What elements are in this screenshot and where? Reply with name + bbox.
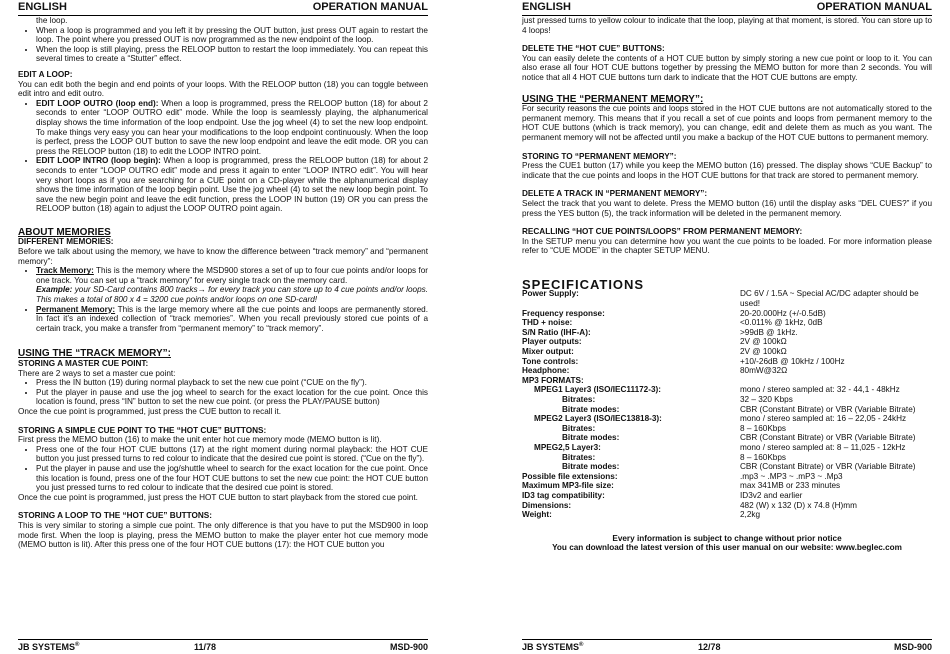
page-footer: [18, 639, 428, 654]
spec-row: [522, 385, 932, 395]
list-item: • When a loop is programmed and you left it by pressing the OUT button, just press OUT again to restart the loop. The point where you pressed OUT is now programmed as the new endpoint of the loop.: [36, 26, 428, 45]
spec-value: >99dB @ 1kHz.: [740, 327, 798, 337]
spec-label: Tone controls:: [522, 356, 579, 366]
list-item: • Press one of the four HOT CUE buttons (17) at the right moment during normal playback: the HOT CUE button you just pressed turns to red colour to indicate that the desired cue point is stored. (“Cue on the fly”).: [36, 445, 428, 464]
hotcue-after: Once the cue point is programmed, just press the HOT CUE button to start playback from the stored cue point.: [18, 492, 418, 502]
spec-row: [522, 318, 932, 328]
spec-row: [522, 462, 932, 472]
master-text: There are 2 ways to set a master cue point:: [18, 368, 176, 378]
edit-loop-list: [18, 99, 428, 214]
list-item-text: When the loop is still playing, press the RELOOP button to restart the loop immediately. You can repeat this several times to create a “Stutter” effect.: [36, 44, 428, 64]
list-item: • Press the IN button (19) during normal playback to set the new cue point (“CUE on the fly”).: [36, 378, 428, 388]
list-item: [36, 266, 428, 304]
spec-row: [522, 424, 932, 434]
spec-value: 80mW@32Ω: [740, 366, 788, 376]
item-text: When a loop is programmed, press the RELOOP button (18) for about 2 seconds to enter “LOOP OUTRO edit” mode. While the loop is seamlessly playing, the alphanumerical display shows the time information of the loop endpoint. Use the jog wheel (4) to set the new loop endpoint. To make things very easy you can hear your modifications to the loop endpoint continuously. When the loop is perfect, press the LOOP OUT button to save the new loop endpoint and leave the edit mode. OR you can press the RELOOP button (18) to edit the LOOP INTRO point.: [36, 98, 428, 156]
example-text: your SD-Card contains 800 tracks→ for every track you can store up to 4 cue points and/or loops. This makes a total of 800 x 4 = 3200 cue points and/or loops on one SD-card!: [36, 285, 428, 305]
spec-value: [740, 376, 932, 386]
spec-label: Power Supply:: [522, 289, 579, 299]
footer-brand-text: JB SYSTEMS: [18, 642, 76, 652]
spec-value: 2V @ 100kΩ: [740, 347, 787, 357]
registered-mark: ®: [579, 642, 584, 648]
spec-row: [522, 366, 932, 376]
subsection-title: DIFFERENT MEMORIES:: [18, 237, 114, 247]
spec-label: ID3 tag compatibility:: [522, 490, 605, 500]
master-list: [18, 378, 428, 407]
disclaimer-note: Every information is subject to change without prior notice: [612, 533, 842, 543]
memory-types-list: [18, 266, 428, 333]
spec-row: [522, 414, 932, 424]
header-language: ENGLISH: [522, 1, 571, 13]
header-title: OPERATION MANUAL: [816, 1, 932, 13]
download-note: You can download the latest version of this user manual on our website: www.beglec.com: [552, 543, 902, 553]
edit-loop-text: You can edit both the begin and end points of your loops. With the RELOOP button (18) you can toggle between edit intro and edit outro.: [18, 79, 428, 99]
footer-brand: [522, 642, 583, 652]
spec-value: max 341MB or 233 minutes: [740, 481, 841, 491]
permanent-text: For security reasons the cue points and loops stored in the HOT CUE buttons are not automatically stored to the permanent memory. This means that if you recall a set of cue points and loops from permanent memory to the HOT CUE buttons (which is track memory), you can change, edit and delete them as much as you want. The permanent memory will not be affected until you make a backup of the HOT CUE buttons to permanent memory.: [522, 104, 932, 142]
spec-value: 2V @ 100kΩ: [740, 337, 787, 347]
right-page: [522, 0, 932, 654]
spec-value: <0.011% @ 1kHz, 0dB: [740, 318, 823, 328]
left-page-body: [18, 16, 428, 550]
spec-value: CBR (Constant Bitrate) or VBR (Variable Bitrate): [740, 404, 916, 414]
list-item: [36, 99, 428, 157]
intro-list: [18, 26, 428, 64]
spec-row: [522, 405, 932, 415]
about-text: Before we talk about using the memory, we have to know the difference between “track memory” and “permanent memory”:: [18, 247, 428, 266]
page-footer: [522, 639, 932, 654]
store-text: Press the CUE1 button (17) while you keep the MEMO button (16) pressed. The display shows “CUE Backup” to indicate that the cue points and loops in the HOT CUE buttons for that track are stored to permanent memory.: [522, 161, 932, 180]
page-header: [522, 1, 932, 16]
spec-label: Bitrate modes:: [562, 433, 620, 443]
subsection-title: RECALLING “HOT CUE POINTS/LOOPS” FROM PERMANENT MEMORY:: [522, 227, 803, 237]
section-title-using-track: USING THE “TRACK MEMORY”:: [18, 348, 171, 360]
spec-row: [522, 376, 932, 386]
item-label: Track Memory:: [36, 266, 94, 276]
spec-label: Maximum MP3-file size:: [522, 481, 614, 491]
spec-row: [522, 491, 932, 501]
item-label: Permanent Memory:: [36, 304, 116, 314]
list-item: [36, 305, 428, 334]
spec-value: .mp3 ~ .MP3 ~ .mP3 ~ .Mp3: [740, 471, 843, 481]
page-number: 12/78: [698, 642, 721, 652]
spec-row: [522, 395, 932, 405]
section-title-permanent: USING THE “PERMANENT MEMORY”:: [522, 93, 704, 105]
list-item: • Put the player in pause and use the jog wheel to search for the exact location for the cue point. Once this location is found, press “IN” button to set the new cue point. (or press the PLAY/PAUSE button): [36, 388, 428, 407]
spec-value: 32 – 320 Kbps: [740, 395, 793, 404]
spec-value: CBR (Constant Bitrate) or VBR (Variable Bitrate): [740, 462, 916, 472]
spec-row: [522, 357, 932, 367]
spec-label: Possible file extensions:: [522, 471, 618, 481]
intro-tail: the loop.: [36, 16, 68, 25]
list-item: • Put the player in pause and use the jog/shuttle wheel to search for the exact location for the cue point. Once this location is found, press one of the four HOT CUE buttons to set the new cue point: the HOT CUE button you just pressed turns to red colour to indicate that the desired cue point is stored.: [36, 464, 428, 493]
right-page-body: [522, 16, 932, 553]
item-text: This is the memory where the MSD900 stores a set of up to four cue points and/or loops for one track. You can set up a “track memory” for every single track on the memory card.: [36, 266, 428, 285]
item-label: EDIT LOOP INTRO (loop begin):: [36, 156, 161, 166]
hotcue-list: [18, 445, 428, 493]
subsection-title: STORING TO “PERMANENT MEMORY”:: [522, 151, 677, 161]
spec-value: mono / stereo sampled at: 8 – 11,025 - 12kHz: [740, 442, 906, 452]
header-title: OPERATION MANUAL: [312, 1, 428, 13]
specifications-table: [522, 289, 932, 519]
spec-value: mono / stereo sampled at: 32 - 44,1 - 48kHz: [740, 385, 900, 395]
specifications-title: SPECIFICATIONS: [522, 276, 645, 292]
loop-text: This is very similar to storing a simple cue point. The only difference is that you have to put the MSD900 in loop mode first. When the loop is playing, press the MEMO button to make the player enter hot cue memory mode (MEMO button is lit). After this press one of the four HOT CUE buttons (17): the HOT CUE button you: [18, 520, 428, 550]
page-header: [18, 1, 428, 16]
item-label: EDIT LOOP OUTRO (loop end):: [36, 98, 159, 108]
spec-label: Weight:: [522, 510, 552, 520]
footer-model: MSD-900: [389, 642, 428, 652]
spec-row: [522, 510, 932, 520]
spec-label: Bitrates:: [562, 423, 596, 433]
left-page: [18, 0, 428, 654]
example-label: Example:: [36, 285, 73, 295]
footer-brand: [18, 642, 79, 652]
spec-row: [522, 481, 932, 491]
delete-track-text: Select the track that you want to delete. Press the MEMO button (16) until the display asks “DEL CUES?” if you press the YES button (5), the track information will be deleted in the permanent memory.: [522, 198, 932, 218]
spec-label: Bitrate modes:: [562, 462, 620, 472]
subsection-title: DELETE A TRACK IN “PERMANENT MEMORY”:: [522, 189, 708, 199]
spec-label: Bitrates:: [562, 395, 596, 404]
delete-text: You can easily delete the contents of a HOT CUE button by simply storing a new cue point or loop to it. You can also erase all four HOT CUE buttons together by pressing the MEMO button for more than 2 seconds. You will notice that all 4 HOT CUE buttons turn dark to indicate that the HOT CUE buttons are empty.: [522, 53, 932, 82]
spec-value: mono / stereo sampled at: 16 – 22,05 - 24kHz: [740, 414, 907, 424]
spec-value: DC 6V / 1.5A ~ Special AC/DC adapter should be used!: [740, 289, 919, 309]
spec-value: CBR (Constant Bitrate) or VBR (Variable Bitrate): [740, 433, 916, 443]
spec-row: [522, 433, 932, 443]
list-item: [36, 45, 428, 64]
item-text: This is the large memory where all the cue points and loops are permanently stored. In fact it’s an indexed collection of “track memories”. When you recall previously stored cue points of a certain track, you make a transfer from “permanent memory” to “track memory”.: [36, 304, 428, 333]
spec-value: 482 (W) x 132 (D) x 74.8 (H)mm: [740, 500, 857, 510]
spec-label: Bitrates:: [562, 452, 596, 462]
spec-value: +10/-26dB @ 10kHz / 100Hz: [740, 356, 845, 366]
subsection-title: STORING A MASTER CUE POINT:: [18, 359, 149, 368]
spec-label: Headphone:: [522, 366, 570, 376]
spec-label: MP3 FORMATS:: [522, 375, 584, 385]
spec-label: MPEG1 Layer3 (ISO/IEC11172-3):: [534, 385, 661, 395]
spec-row: [522, 289, 932, 308]
spec-label: Mixer output:: [522, 347, 574, 357]
footer-brand-text: JB SYSTEMS: [522, 642, 580, 652]
spec-value: 2,2kg: [740, 510, 761, 520]
recall-text: In the SETUP menu you can determine how you want the cue points to be loaded. For more information please refer to “CUE MODE” in the chapter SETUP MENU.: [522, 236, 932, 256]
section-title-about: ABOUT MEMORIES: [18, 226, 111, 238]
spec-row: [522, 443, 932, 453]
list-item: [36, 156, 428, 214]
spec-label: Bitrate modes:: [562, 404, 620, 414]
spec-row: [522, 347, 932, 357]
spec-label: S/N Ratio (IHF-A):: [522, 327, 591, 337]
spec-value: 8 – 160Kbps: [740, 423, 786, 433]
spec-value: 20-20.000Hz (+/-0.5dB): [740, 308, 826, 318]
subsection-title: DELETE THE “HOT CUE” BUTTONS:: [522, 44, 665, 54]
footer-model: MSD-900: [893, 642, 932, 652]
item-text: When a loop is programmed, press the RELOOP button (18) for about 2 seconds to enter “LOOP OUTRO edit” mode and press it again to enter “LOOP INTRO edit”. You will hear very short loops as if you are searching for a CUE point on a CD-player while the alphanumerical display shows the time information of the loop begin point. Use the jog wheel (4) to set the new loop begin point. To save the new begin point and leave the edit function, press the LOOP IN button (19) OR you can press the RELOOP button (18) again to adjust the LOOP OUTRO point again.: [36, 156, 429, 214]
spec-label: THD + noise:: [522, 318, 573, 328]
spec-row: [522, 328, 932, 338]
spec-label: MPEG2,5 Layer3:: [534, 442, 601, 452]
spec-label: Player outputs:: [522, 337, 582, 347]
spec-label: Dimensions:: [522, 500, 572, 510]
spec-row: [522, 453, 932, 463]
subsection-title: STORING A LOOP TO THE “HOT CUE” BUTTONS:: [18, 511, 212, 521]
spec-row: [522, 501, 932, 511]
spec-label: MPEG2 Layer3 (ISO/IEC13818-3):: [534, 414, 662, 424]
spec-row: [522, 472, 932, 482]
spec-row: [522, 337, 932, 347]
subsection-title: STORING A SIMPLE CUE POINT TO THE “HOT CUE” BUTTONS:: [18, 425, 267, 435]
section-title-edit-loop: EDIT A LOOP:: [18, 69, 73, 79]
header-language: ENGLISH: [18, 1, 67, 13]
master-after: Once the cue point is programmed, just press the CUE button to recall it.: [18, 406, 282, 416]
page-number: 11/78: [194, 642, 217, 652]
spec-label: Frequency response:: [522, 308, 605, 318]
hotcue-text: First press the MEMO button (16) to make the unit enter hot cue memory mode (MEMO button is lit).: [18, 435, 382, 445]
spec-value: ID3v2 and earlier: [740, 490, 803, 500]
registered-mark: ®: [75, 642, 80, 648]
spec-row: [522, 309, 932, 319]
continued-text: just pressed turns to yellow colour to indicate that the loop, playing at that moment, is stored. You can store up to 4 loops!: [522, 16, 932, 35]
spec-value: 8 – 160Kbps: [740, 452, 786, 462]
